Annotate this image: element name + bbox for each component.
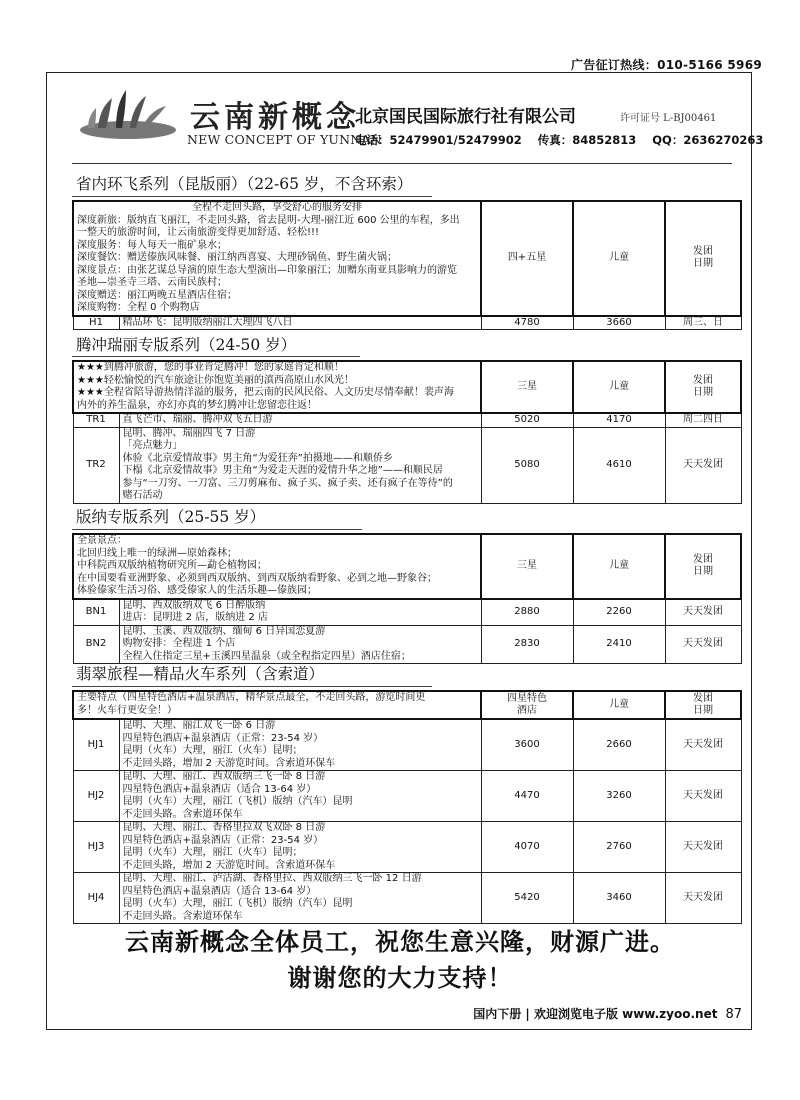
header-child: 儿童 <box>573 201 665 316</box>
route-price: 4470 <box>481 771 573 822</box>
header-divider <box>72 163 732 164</box>
route-price: 5020 <box>481 413 573 427</box>
route-child-price: 3460 <box>573 873 665 924</box>
section-title-loop-flight: 省内环飞系列（昆版丽）（22-65 岁，不含环索） <box>76 175 413 193</box>
route-date: 天天发团 <box>665 719 741 771</box>
section-title-tengchong: 腾冲瑞丽专版系列（24-50 岁） <box>76 336 297 354</box>
tengchong-table <box>72 360 742 504</box>
route-name: 昆明、玉溪、西双版纳、缅甸 6 日异国恋夏游 购物安排：全程进 1 个店 全程入住指定三星+玉溪四星温泉（或全程指定四星）酒店住宿； <box>119 625 481 664</box>
section-underline <box>72 356 360 357</box>
header-child: 儿童 <box>573 534 665 599</box>
route-price: 4070 <box>481 822 573 873</box>
route-price: 4780 <box>481 316 573 330</box>
route-price: 5080 <box>481 427 573 503</box>
loop-flight-table <box>72 200 742 330</box>
table-row <box>73 427 741 503</box>
route-child-price: 2410 <box>573 625 665 664</box>
route-price: 5420 <box>481 873 573 924</box>
section-title-train: 翡翠旅程—精品火车系列（含索道） <box>76 665 325 683</box>
intro-text: 深度新旅：版纳直飞丽江，不走回头路，省去昆明-大理-丽江近 600 公里的车程，多出 一整天的旅游时间，让云南旅游变得更加舒适、轻松!!! 深度服务：每人每天一瓶矿泉水； 深度餐饮：赠送傣族风味餐、丽江纳西喜宴、大理砂锅鱼、野生菌火锅； 深度景点：由张艺谋总导演的原生态大型演出—印象丽江；加赠东南亚具影响力的游览 圣地—崇圣寺三塔、云南民族村； 深度赠送：丽江两晚五星酒店住宿； 深度购物：全程 0 个购物店 <box>77 214 460 313</box>
route-child-price: 4170 <box>573 413 665 427</box>
route-date: 周二四日 <box>665 413 741 427</box>
table-intro: ★★★到腾冲旅游，您的事业肯定腾冲！您的家庭肯定和顺！ ★★★轻松愉悦的汽车旅途让你饱览美丽的滇西高原山水风光！ ★★★全程省陪导游热情洋溢的服务，把云南的民风民俗、人文历史尽情奉献！裴声海 内外的养生温泉，亦幻亦真的梦幻腾冲让您留恋往返！ <box>73 361 481 413</box>
route-child-price: 4610 <box>573 427 665 503</box>
fax-number: 传真：84852813 <box>537 133 637 147</box>
qq-number: QQ：2636270263 <box>652 133 764 147</box>
route-date: 天天发团 <box>665 427 741 503</box>
page-number: 87 <box>725 1007 742 1022</box>
route-name: 昆明、西双版纳双飞 6 日醉版纳 进店：昆明进 2 店，版纳进 2 店 <box>119 599 481 626</box>
route-code: BN2 <box>73 625 119 664</box>
route-date: 天天发团 <box>665 873 741 924</box>
route-code: HJ3 <box>73 822 119 873</box>
route-code: H1 <box>73 316 119 330</box>
route-child-price: 3660 <box>573 316 665 330</box>
route-child-price: 2660 <box>573 719 665 771</box>
route-date: 天天发团 <box>665 822 741 873</box>
footer-text: 国内下册 | 欢迎浏览电子版 www.zyoo.net <box>473 1007 718 1021</box>
route-code: HJ2 <box>73 771 119 822</box>
route-code: HJ4 <box>73 873 119 924</box>
route-name: 精品环飞：昆明版纳丽江大理四飞八日 <box>119 316 481 330</box>
route-name: 昆明、大理、丽江、泸沽湖、香格里拉、西双版纳三飞一卧 12 日游 四星特色酒店+温泉酒店（适合 13-64 岁） 昆明（火车）大理，丽江（飞机）版纳（汽车）昆明 不走回头路。含索道环保车 <box>119 873 481 924</box>
route-date: 天天发团 <box>665 771 741 822</box>
route-date: 天天发团 <box>665 625 741 664</box>
contact-info <box>355 132 775 148</box>
thanks-message: 谢谢您的大力支持！ <box>287 964 513 992</box>
phone-number: 电话：52479901/52479902 <box>355 133 522 147</box>
route-price: 2880 <box>481 599 573 626</box>
route-code: BN1 <box>73 599 119 626</box>
route-child-price: 2760 <box>573 822 665 873</box>
header-standard: 三星 <box>481 534 573 599</box>
table-intro: 主要特点（四星特色酒店+温泉酒店，精华景点最全，不走回头路，游览时间更 多！火车行更安全！） <box>73 691 481 719</box>
section-title-xishuangbanna: 版纳专版系列（25-55 岁） <box>76 508 266 526</box>
route-date: 周三、日 <box>665 316 741 330</box>
route-date: 天天发团 <box>665 599 741 626</box>
intro-heading: 全程不走回头路，享受舒心的服务安排 <box>192 202 362 213</box>
table-intro: 全景景点： 北回归线上唯一的绿洲—原始森林； 中科院西双版纳植物研究所—勐仑植物园； 在中国要看亚洲野象、必须到西双版纳、到西双版纳看野象、必到之地—野象谷； 体验傣家生活习俗、感受傣家人的生活乐趣—傣族园； <box>73 534 481 599</box>
header-standard: 四+五星 <box>481 201 573 316</box>
route-name: 昆明、大理、丽江、香格里拉双飞双卧 8 日游 四星特色酒店+温泉酒店（正常：23-54 岁） 昆明（火车）大理，丽江（火车）昆明； 不走回头路，增加 2 天游览时间。含索道环保车 <box>119 822 481 873</box>
route-child-price: 3260 <box>573 771 665 822</box>
license-number: 许可证号 L-BJ00461 <box>620 113 717 124</box>
route-name: 昆明、腾冲、瑞丽四飞 7 日游 「亮点魅力」 体验《北京爱情故事》男主角“为爱狂奔”拍摄地——和顺侨乡 下榻《北京爱情故事》男主角“为爱走天涯的爱情升华之地”——和顺民居 参与“一刀穷、一刀富、三刀剪麻布、疯子买、疯子卖、还有疯子在等待”的 赌石活动 <box>119 427 481 503</box>
company-header <box>70 86 764 156</box>
route-name: 昆明、大理、丽江、西双版纳三飞一卧 8 日游 四星特色酒店+温泉酒店（适合 13-64 岁） 昆明（火车）大理，丽江（飞机）版纳（汽车）昆明 不走回头路。含索道环保车 <box>119 771 481 822</box>
page-footer <box>473 1005 742 1022</box>
table-row <box>73 719 741 771</box>
route-code: TR1 <box>73 413 119 427</box>
table-row <box>73 599 741 626</box>
section-underline <box>72 686 432 687</box>
table-row <box>73 873 741 924</box>
route-name: 直飞芒市、瑞丽、腾冲双飞五日游 <box>119 413 481 427</box>
route-code: TR2 <box>73 427 119 503</box>
header-date: 发团 日期 <box>665 691 741 719</box>
header-standard: 四星特色 酒店 <box>481 691 573 719</box>
greeting-message: 云南新概念全体员工，祝您生意兴隆，财源广进。 <box>125 928 675 956</box>
table-row <box>73 413 741 427</box>
header-child: 儿童 <box>573 691 665 719</box>
section-underline <box>72 196 432 197</box>
logo-english-text: NEW CONCEPT OF YUNNAN <box>187 132 382 147</box>
route-name: 昆明、大理、丽江双飞一卧 6 日游 四星特色酒店+温泉酒店（正常：23-54 岁） 昆明（火车）大理，丽江（火车）昆明； 不走回头路，增加 2 天游览时间。含索道环保车 <box>119 719 481 771</box>
route-child-price: 2260 <box>573 599 665 626</box>
table-row <box>73 316 741 330</box>
lotus-logo-icon <box>78 88 198 148</box>
table-row <box>73 822 741 873</box>
table-row <box>73 625 741 664</box>
ad-hotline: 广告征订热线：010-5166 5969 <box>570 58 762 72</box>
table-row <box>73 771 741 822</box>
logo-chinese-text: 云南新概念 <box>190 100 360 135</box>
train-table <box>72 690 742 924</box>
route-price: 3600 <box>481 719 573 771</box>
header-date: 发团 日期 <box>665 361 741 413</box>
header-child: 儿童 <box>573 361 665 413</box>
section-underline <box>72 529 362 530</box>
route-code: HJ1 <box>73 719 119 771</box>
header-date: 发团 日期 <box>665 201 741 316</box>
route-price: 2830 <box>481 625 573 664</box>
header-date: 发团 日期 <box>665 534 741 599</box>
xishuangbanna-table <box>72 533 742 664</box>
company-name: 北京国民国际旅行社有限公司 <box>355 107 576 127</box>
table-intro <box>73 201 481 316</box>
header-standard: 三星 <box>481 361 573 413</box>
